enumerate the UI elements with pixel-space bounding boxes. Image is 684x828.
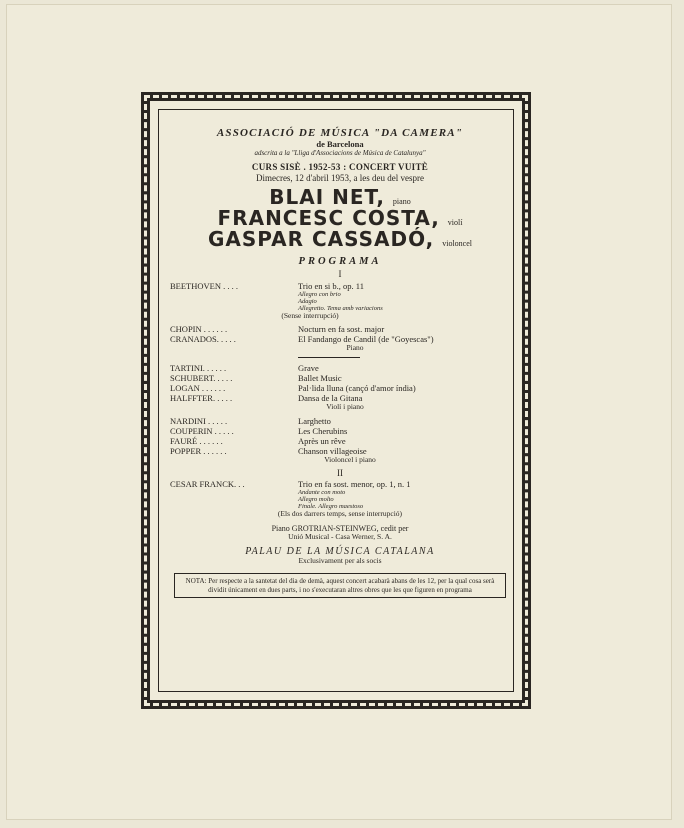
list-item [170,373,510,383]
work-title: Trio en fa sost. menor, op. 1, n. 1 [298,478,411,489]
work-title: Pal·lida lluna (cançó d'amor índia) [298,383,416,394]
work-title: Nocturn en fa sost. major [298,323,385,334]
venue-name: PALAU DE LA MÚSICA CATALANA [245,545,435,557]
work-title: Dansa de la Gitana [298,393,363,404]
beethoven-entry [170,281,510,312]
nota-box [174,573,506,599]
movement: Finale. Allegro maestoso [298,503,364,511]
work-title: Chanson villageoise [298,446,367,456]
nota-text: NOTA: Per respecte a la santetat del dia de demà, aquest concert acabarà abans de les 12, per la qual cosa serà dividit únicament en dues parts, i no s'executaran altres obres que les que figuren en programa [185,576,495,594]
artist-name: GASPAR CASSADÓ, [207,227,435,252]
list-item [170,324,510,334]
composer-name: FAURÉ . . . . . . [170,435,223,446]
work-title: Grave [298,363,319,374]
artist-line [170,187,510,208]
divider-line [298,357,360,358]
artist-instrument: violoncel [442,239,473,249]
list-item [170,334,510,344]
composer-name: CESAR FRANCK. . . [170,478,245,489]
group-three [170,416,510,456]
composer-name: COUPERIN . . . . . [170,425,234,436]
group-two [170,363,510,403]
artists-block [170,187,510,250]
association-name: ASSOCIACIÓ DE MÚSICA "DA CAMERA" [216,127,464,139]
composer-name: NARDINI . . . . . [170,415,228,426]
season-line: CURS SISÈ . 1952-53 : CONCERT VUITÈ [251,162,429,173]
members-only-note: Exclusivament per als socis [298,556,382,566]
list-item [170,426,510,436]
composer-name: BEETHOVEN . . . . [170,280,238,291]
artist-instrument: piano [392,197,411,207]
work-title: Après un rêve [298,435,346,446]
movement: Adagio [298,297,317,305]
instrument-note: Violí i piano [326,402,364,412]
artist-instrument: violí [447,218,463,228]
association-affiliation: adscrita a la "Lliga d'Associacions de Música de Catalunya" [254,149,426,158]
artist-name: FRANCESC COSTA, [217,206,440,231]
part-one-label: I [338,269,342,280]
instrument-note: Piano [346,342,364,352]
composer-name: CRANADOS. . . . . [170,333,236,344]
composer-name: HALFFTER. . . . . [170,393,233,404]
piano-credit: Piano GROTRIAN-STEINWEG, cedit per [271,524,409,534]
list-item [170,363,510,373]
composer-name: SCHUBERT. . . . . [170,373,233,384]
artist-name: BLAI NET, [269,185,385,210]
programme-title: PROGRAMA [298,256,382,268]
list-item [170,436,510,446]
work-title: El Fandango de Candil (de "Goyescas") [298,333,434,344]
work-title: Ballet Music [298,373,342,384]
decorative-border [141,92,531,709]
association-city: de Barcelona [316,138,364,149]
movement: Allegretto. Tema amb variacions [298,304,383,312]
piano-credit-supplier: Unió Musical - Casa Werner, S. A. [288,532,392,542]
movement: Allegro molto [298,496,334,504]
performance-note: (Els dos darrers temps, sense interrupció) [277,509,403,519]
composer-name: POPPER . . . . . . [170,446,227,456]
part-two-label: II [337,467,343,478]
artist-line [170,208,510,229]
list-item [170,383,510,393]
composer-name: CHOPIN . . . . . . [170,323,228,334]
movement: Allegro con brio [298,290,341,298]
group-one [170,324,510,344]
list-item [170,416,510,426]
franck-entry [170,479,510,510]
performance-note: (Sense interrupció) [281,310,339,320]
instrument-note: Violoncel i piano [324,455,376,465]
work-title: Larghetto [298,415,331,426]
composer-name: TARTINI. . . . . . [170,363,227,374]
concert-date: Dimecres, 12 d'abril 1953, a les deu del vespre [255,172,425,183]
work-title: Trio en si b., op. 11 [298,280,364,291]
composer-name: LOGAN . . . . . . [170,383,226,394]
work-title: Les Cherubins [298,425,348,436]
movement: Andante con moto [298,489,346,496]
artist-line [170,229,510,250]
programme-content [170,121,510,598]
